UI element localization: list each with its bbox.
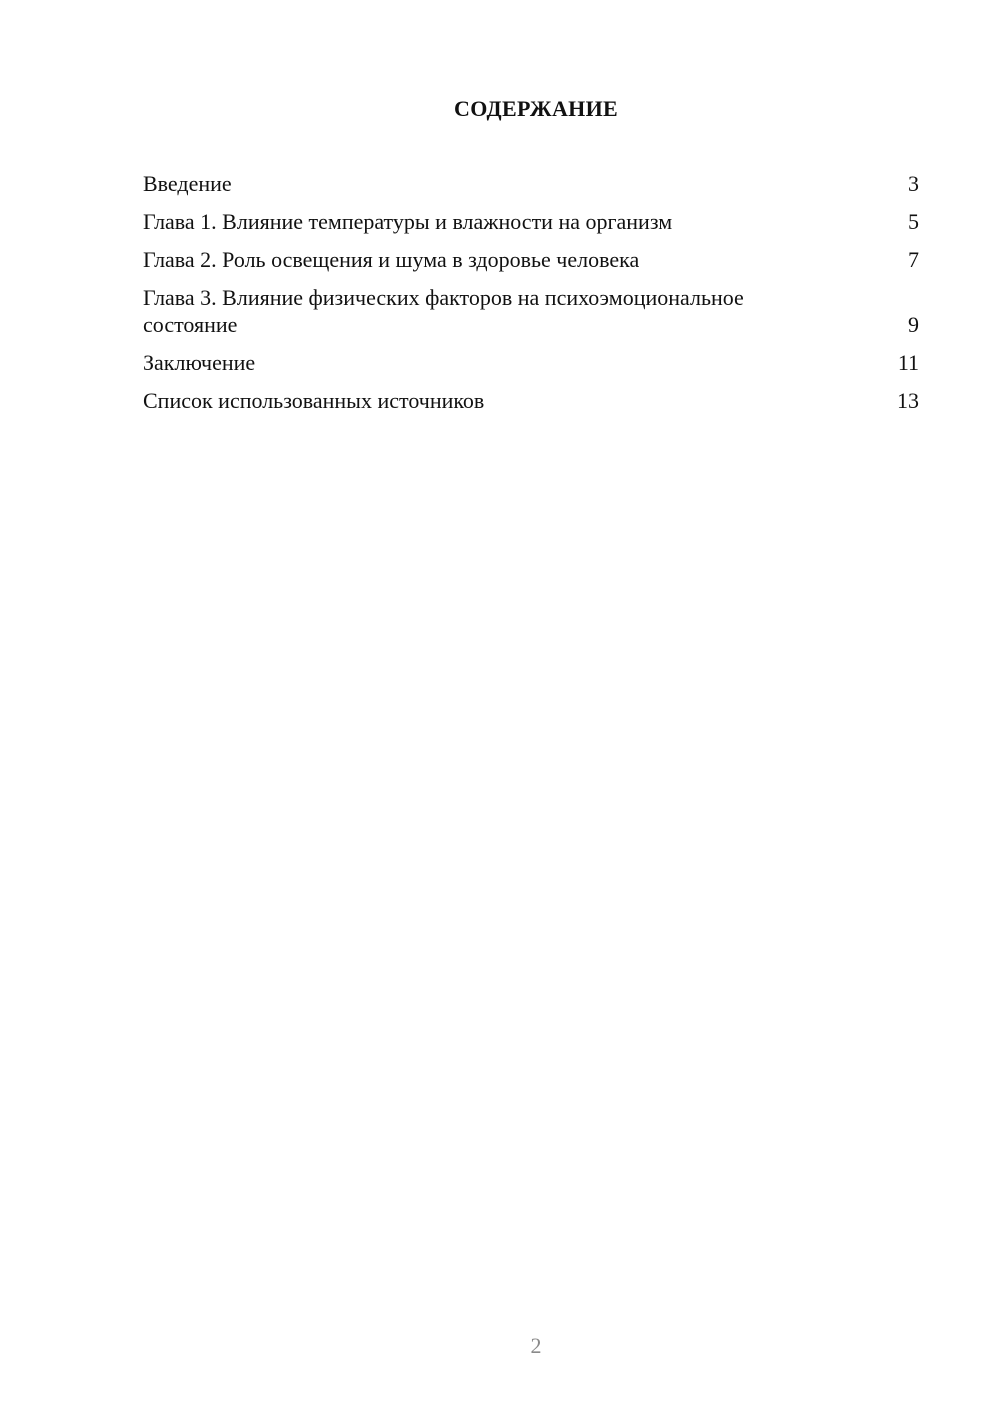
toc-entry-label: Глава 1. Влияние температуры и влажности на организм [143,209,673,234]
toc-entry-conclusion[interactable] [143,349,919,376]
toc-entry-label: Введение [143,171,232,196]
toc-entry-chapter-2[interactable] [143,246,919,273]
toc-entry-page: 3 [908,171,919,196]
toc-entry-page: 11 [897,350,919,375]
toc-entry-page: 13 [897,388,919,413]
toc-title: СОДЕРЖАНИЕ [454,96,618,121]
table-of-contents [143,170,919,425]
toc-entry-chapter-1[interactable] [143,208,919,235]
toc-entry-label: Глава 3. Влияние физических факторов на психоэмоциональное состояние [143,285,744,337]
toc-entry-chapter-3[interactable] [143,284,919,338]
toc-entry-page: 9 [908,312,919,337]
toc-entry-label: Заключение [143,350,256,375]
page-number: 2 [530,1333,542,1358]
toc-entry-references[interactable] [143,387,919,414]
toc-entry-label: Список использованных источников [143,388,485,413]
toc-entry-introduction[interactable] [143,170,919,197]
toc-entry-page: 7 [908,247,919,272]
toc-entry-page: 5 [908,209,919,234]
toc-entry-label: Глава 2. Роль освещения и шума в здоровье человека [143,247,640,272]
